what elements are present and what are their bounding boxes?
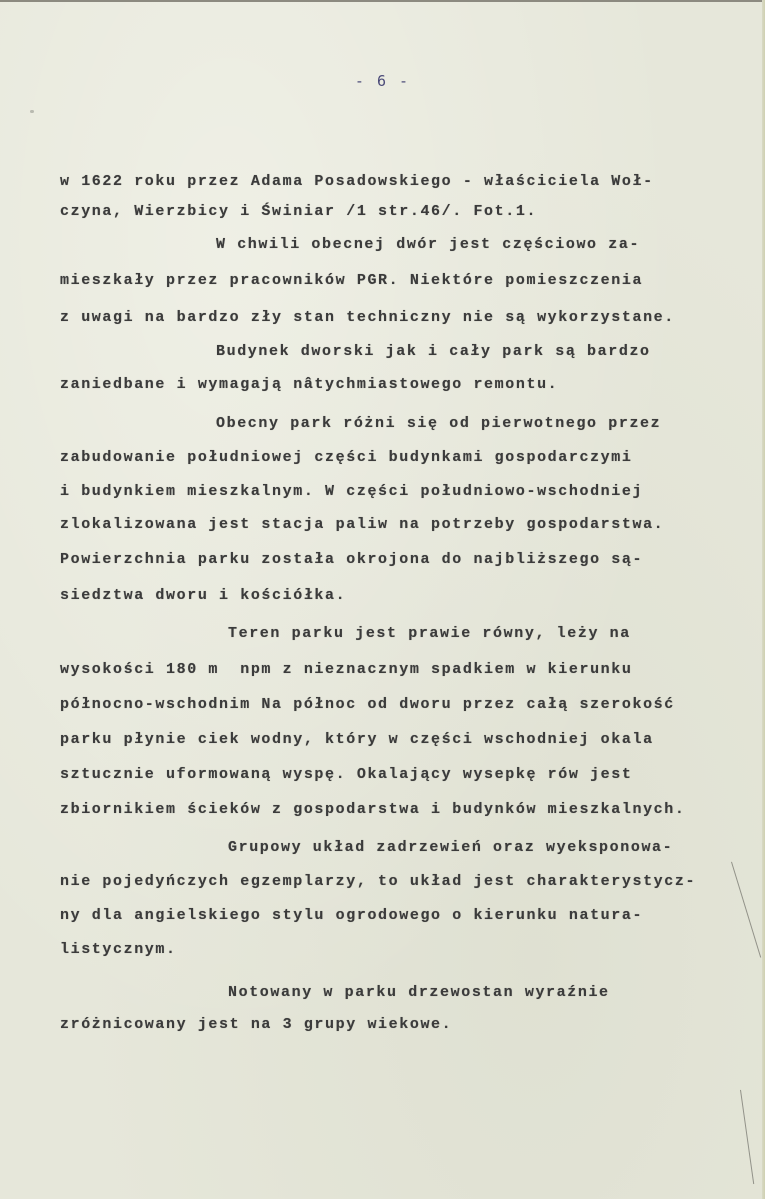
text-line: nie pojedyńczych egzemplarzy, to układ jest charakterystycz-: [60, 873, 697, 890]
text-line: ny dla angielskiego stylu ogrodowego o kierunku natura-: [60, 907, 644, 924]
text-line: czyna, Wierzbicy i Świniar /1 str.46/. Fot.1.: [60, 203, 538, 220]
text-line: Obecny park różni się od pierwotnego przez: [216, 415, 662, 432]
text-line: Powierzchnia parku została okrojona do najbliższego są-: [60, 551, 644, 568]
text-line: północno-wschodnim Na północ od dworu przez całą szerokość: [60, 696, 675, 713]
text-line: zróżnicowany jest na 3 grupy wiekowe.: [60, 1016, 453, 1033]
text-line: Budynek dworski jak i cały park są bardzo: [216, 343, 651, 360]
text-line: parku płynie ciek wodny, który w części wschodniej okala: [60, 731, 654, 748]
text-line: w 1622 roku przez Adama Posadowskiego - właściciela Woł-: [60, 173, 654, 190]
text-line: i budynkiem mieszkalnym. W części południowo-wschodniej: [60, 483, 644, 500]
text-line: listycznym.: [60, 941, 177, 958]
page-number: - 6 -: [354, 72, 411, 90]
text-line: zaniedbane i wymagają nâtychmiastowego remontu.: [60, 376, 559, 393]
text-line: z uwagi na bardzo zły stan techniczny nie są wykorzystane.: [60, 309, 675, 326]
text-line: Grupowy układ zadrzewień oraz wyeksponowa-: [228, 839, 674, 856]
paper-speck: [30, 110, 34, 113]
text-line: mieszkały przez pracowników PGR. Niektóre pomieszczenia: [60, 272, 644, 289]
text-line: zbiornikiem ścieków z gospodarstwa i budynków mieszkalnych.: [60, 801, 686, 818]
paper-crease-mark: [731, 862, 761, 958]
text-line: Teren parku jest prawie równy, leży na: [228, 625, 631, 642]
text-line: siedztwa dworu i kościółka.: [60, 587, 347, 604]
page-top-edge: [0, 0, 765, 2]
text-line: W chwili obecnej dwór jest częściowo za-: [216, 236, 641, 253]
text-line: zlokalizowana jest stacja paliw na potrzeby gospodarstwa.: [60, 516, 665, 533]
text-line: wysokości 180 m npm z nieznacznym spadkiem w kierunku: [60, 661, 633, 678]
text-line: Notowany w parku drzewostan wyraźnie: [228, 984, 610, 1001]
text-line: zabudowanie południowej części budynkami gospodarczymi: [60, 449, 633, 466]
paper-crease-mark: [740, 1090, 754, 1184]
text-line: sztucznie uformowaną wyspę. Okalający wysepkę rów jest: [60, 766, 633, 783]
